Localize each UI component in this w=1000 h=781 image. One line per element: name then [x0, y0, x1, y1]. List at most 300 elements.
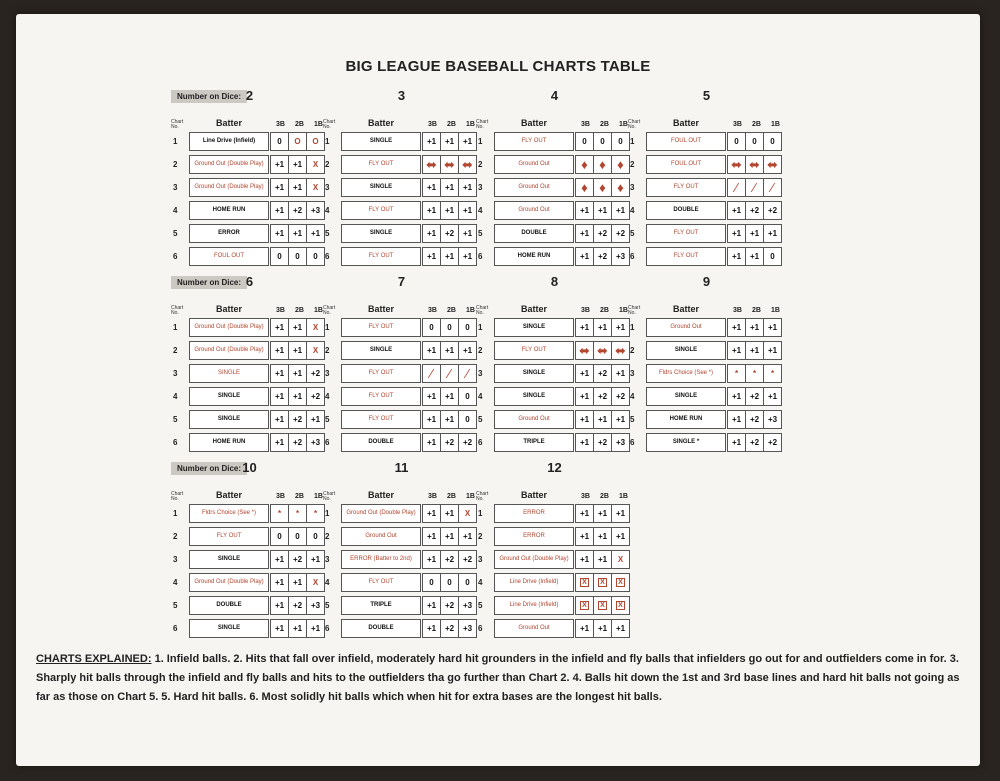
table-row	[628, 176, 785, 199]
chart-number: 1	[630, 137, 635, 146]
runner-cell: +2	[745, 201, 764, 220]
runner-cell: O	[306, 132, 325, 151]
table-row	[476, 130, 633, 153]
chart-number: 6	[630, 252, 635, 261]
runner-cell: +1	[422, 433, 441, 452]
runner-cell: +1	[288, 364, 307, 383]
second-base-header: 2B	[447, 493, 456, 500]
runner-cell: ⁄	[440, 364, 459, 383]
runner-cell: +1	[422, 178, 441, 197]
runner-cell: +2	[611, 224, 630, 243]
runner-cell: +1	[593, 619, 612, 638]
runner-cell: +1	[575, 201, 594, 220]
chart-number: 6	[478, 438, 483, 447]
batter-result: ERROR	[494, 527, 574, 546]
runner-cell: +1	[763, 341, 782, 360]
chart-number: 1	[478, 509, 483, 518]
runner-cell: +1	[575, 550, 594, 569]
runner-cell: +1	[422, 247, 441, 266]
runner-cell: +2	[611, 387, 630, 406]
runner-cell: +2	[288, 201, 307, 220]
second-base-header: 2B	[447, 121, 456, 128]
runner-cell: +3	[763, 410, 782, 429]
runner-cell: +1	[611, 318, 630, 337]
first-base-header: 1B	[466, 307, 475, 314]
chart-number: 5	[630, 229, 635, 238]
batter-result: DOUBLE	[189, 596, 269, 615]
runner-cell: X	[306, 155, 325, 174]
runner-cell: +1	[288, 573, 307, 592]
chart-block-dice-10	[171, 460, 328, 640]
batter-result: FLY OUT	[189, 527, 269, 546]
runner-cell: ♦	[575, 178, 594, 197]
chart-number: 5	[325, 601, 330, 610]
chart-number: 5	[478, 229, 483, 238]
runner-cell: +1	[458, 132, 477, 151]
runner-cell: X	[306, 178, 325, 197]
runner-cell: +1	[745, 247, 764, 266]
batter-result: DOUBLE	[341, 433, 421, 452]
chart-number: 6	[325, 624, 330, 633]
runner-cell: 0	[458, 573, 477, 592]
chart-number: 5	[478, 415, 483, 424]
runner-cell: +1	[422, 550, 441, 569]
batter-result: SINGLE	[494, 364, 574, 383]
runner-cell: ⁄	[422, 364, 441, 383]
dice-number: 3	[397, 88, 406, 103]
batter-result: FLY OUT	[341, 364, 421, 383]
column-headers	[323, 108, 480, 130]
third-base-header: 3B	[581, 307, 590, 314]
runner-cell: +1	[575, 504, 594, 523]
runner-cell: +1	[593, 504, 612, 523]
runner-cell: 0	[270, 132, 289, 151]
runner-cell: ♦	[593, 178, 612, 197]
table-row	[476, 222, 633, 245]
batter-result: FLY OUT	[341, 387, 421, 406]
dice-header	[476, 460, 633, 480]
runner-cell: 0	[458, 410, 477, 429]
table-row	[476, 245, 633, 268]
chart-number: 1	[173, 137, 178, 146]
boxed-x-icon: X	[618, 602, 623, 609]
runner-cell: *	[745, 364, 764, 383]
table-row	[628, 316, 785, 339]
runner-cell: +3	[611, 247, 630, 266]
runner-cell: +1	[270, 364, 289, 383]
column-headers	[323, 294, 480, 316]
runner-cell: +1	[270, 387, 289, 406]
batter-header: Batter	[520, 118, 547, 128]
column-headers	[171, 294, 328, 316]
runner-cell: +1	[575, 387, 594, 406]
column-headers	[476, 108, 633, 130]
first-base-header: 1B	[619, 493, 628, 500]
dice-number: 4	[550, 88, 559, 103]
runner-cell: *	[306, 504, 325, 523]
runner-cell: +2	[763, 201, 782, 220]
batter-result: Ground Out (Double Play)	[189, 573, 269, 592]
dice-label: Number on Dice:	[171, 276, 247, 289]
table-row	[476, 617, 633, 640]
dice-number: 9	[702, 274, 711, 289]
dice-header	[628, 274, 785, 294]
runner-cell: +2	[745, 387, 764, 406]
batter-result: SINGLE	[341, 224, 421, 243]
batter-result: ERROR (Batter to 2nd)	[341, 550, 421, 569]
runner-cell: X	[306, 341, 325, 360]
runner-cell: +1	[288, 178, 307, 197]
third-base-header: 3B	[428, 307, 437, 314]
chart-number: 5	[173, 229, 178, 238]
chart-number: 6	[173, 624, 178, 633]
batter-result: FLY OUT	[646, 224, 726, 243]
third-base-header: 3B	[428, 493, 437, 500]
runner-cell: +1	[270, 318, 289, 337]
runner-cell: X	[306, 318, 325, 337]
runner-cell: ⁄	[458, 364, 477, 383]
batter-result: Ground Out	[494, 619, 574, 638]
runner-cell: +1	[727, 387, 746, 406]
runner-cell: +3	[611, 433, 630, 452]
batter-result: Ground Out (Double Play)	[189, 178, 269, 197]
chart-number: 6	[630, 438, 635, 447]
runner-cell: +1	[288, 224, 307, 243]
runner-cell: ⬌	[763, 155, 782, 174]
runner-cell: +1	[440, 178, 459, 197]
chart-number: 1	[325, 137, 330, 146]
chart-number: 2	[325, 346, 330, 355]
runner-cell: +1	[422, 201, 441, 220]
runner-cell: +1	[440, 132, 459, 151]
table-row	[476, 525, 633, 548]
column-headers	[476, 480, 633, 502]
table-row	[323, 502, 480, 525]
runner-cell: +2	[593, 433, 612, 452]
charts-explained	[36, 650, 971, 707]
chart-number: 2	[630, 346, 635, 355]
table-row	[323, 594, 480, 617]
boxed-x-icon: X	[582, 602, 587, 609]
batter-result: TRIPLE	[341, 596, 421, 615]
chart-number: 3	[173, 369, 178, 378]
chart-no-header: Chart No.	[171, 305, 184, 316]
chart-number: 6	[173, 438, 178, 447]
batter-result: SINGLE	[494, 387, 574, 406]
batter-result: FLY OUT	[494, 132, 574, 151]
column-headers	[171, 108, 328, 130]
batter-result: SINGLE	[341, 132, 421, 151]
batter-result: FLY OUT	[341, 318, 421, 337]
runner-cell: +1	[727, 318, 746, 337]
chart-block-dice-9	[628, 274, 785, 454]
dice-number: 12	[547, 460, 562, 475]
runner-cell: +2	[306, 387, 325, 406]
table-row	[171, 153, 328, 176]
runner-cell: +1	[575, 410, 594, 429]
batter-result: ERROR	[189, 224, 269, 243]
runner-cell: +1	[270, 550, 289, 569]
runner-cell: +1	[422, 527, 441, 546]
batter-result: Line Drive (Infield)	[189, 132, 269, 151]
runner-cell	[611, 573, 630, 592]
runner-cell: +1	[440, 387, 459, 406]
chart-no-header: Chart No.	[476, 491, 489, 502]
chart-number: 1	[630, 323, 635, 332]
table-row	[323, 176, 480, 199]
batter-header: Batter	[672, 118, 699, 128]
batter-result: FLY OUT	[341, 410, 421, 429]
runner-cell: +1	[727, 410, 746, 429]
table-row	[323, 571, 480, 594]
chart-number: 6	[173, 252, 178, 261]
table-row	[628, 130, 785, 153]
dice-header	[323, 460, 480, 480]
table-row	[171, 594, 328, 617]
runner-cell: +1	[270, 596, 289, 615]
runner-cell	[611, 596, 630, 615]
runner-cell: +2	[306, 364, 325, 383]
runner-cell: +1	[593, 527, 612, 546]
runner-cell: 0	[422, 573, 441, 592]
chart-block-dice-11	[323, 460, 480, 640]
chart-number: 5	[325, 229, 330, 238]
runner-cell: +1	[270, 201, 289, 220]
chart-number: 4	[325, 578, 330, 587]
dice-header	[171, 88, 328, 108]
third-base-header: 3B	[428, 121, 437, 128]
chart-number: 3	[325, 369, 330, 378]
runner-cell: +1	[745, 224, 764, 243]
third-base-header: 3B	[733, 121, 742, 128]
table-row	[476, 199, 633, 222]
batter-result: FLY OUT	[341, 247, 421, 266]
chart-number: 1	[325, 323, 330, 332]
chart-number: 1	[173, 509, 178, 518]
runner-cell: +1	[270, 224, 289, 243]
runner-cell: 0	[288, 527, 307, 546]
batter-result: Ground Out	[341, 527, 421, 546]
batter-result: HOME RUN	[189, 433, 269, 452]
runner-cell: +1	[270, 155, 289, 174]
chart-block-dice-6	[171, 274, 328, 454]
runner-cell: +1	[611, 201, 630, 220]
dice-header	[323, 88, 480, 108]
batter-result: Ground Out	[494, 155, 574, 174]
batter-result: SINGLE *	[646, 433, 726, 452]
chart-number: 2	[478, 160, 483, 169]
table-row	[171, 130, 328, 153]
runner-cell: ⬌	[611, 341, 630, 360]
chart-no-header: Chart No.	[476, 119, 489, 130]
runner-cell: +1	[575, 224, 594, 243]
boxed-x-icon: X	[582, 579, 587, 586]
runner-cell: +2	[458, 550, 477, 569]
runner-cell: +1	[575, 527, 594, 546]
runner-cell: +1	[270, 178, 289, 197]
runner-cell: +1	[422, 410, 441, 429]
table-row	[476, 339, 633, 362]
dice-label: Number on Dice:	[171, 462, 247, 475]
dice-header	[171, 460, 328, 480]
batter-header: Batter	[520, 490, 547, 500]
runner-cell: X	[306, 573, 325, 592]
runner-cell: 0	[727, 132, 746, 151]
runner-cell: +1	[763, 387, 782, 406]
table-row	[323, 339, 480, 362]
chart-number: 2	[630, 160, 635, 169]
table-row	[628, 362, 785, 385]
table-row	[171, 385, 328, 408]
runner-cell: ♦	[593, 155, 612, 174]
table-row	[323, 617, 480, 640]
runner-cell: +1	[727, 341, 746, 360]
runner-cell: +1	[611, 410, 630, 429]
chart-no-header: Chart No.	[476, 305, 489, 316]
chart-number: 2	[478, 532, 483, 541]
table-row	[171, 525, 328, 548]
runner-cell: +2	[593, 387, 612, 406]
batter-result: SINGLE	[494, 318, 574, 337]
table-row	[171, 176, 328, 199]
table-row	[476, 571, 633, 594]
runner-cell: ⁄	[745, 178, 764, 197]
batter-result: DOUBLE	[494, 224, 574, 243]
runner-cell: X	[458, 504, 477, 523]
batter-header: Batter	[215, 118, 242, 128]
chart-number: 3	[478, 555, 483, 564]
chart-block-dice-5	[628, 88, 785, 268]
table-row	[171, 571, 328, 594]
table-row	[171, 339, 328, 362]
batter-header: Batter	[672, 304, 699, 314]
batter-result: FLY OUT	[494, 341, 574, 360]
table-row	[323, 525, 480, 548]
chart-number: 3	[325, 555, 330, 564]
chart-number: 4	[630, 206, 635, 215]
runner-cell: 0	[458, 387, 477, 406]
runner-cell: +2	[745, 410, 764, 429]
batter-result: Ground Out (Double Play)	[494, 550, 574, 569]
runner-cell: +1	[593, 410, 612, 429]
dice-number: 2	[245, 88, 254, 103]
runner-cell: *	[270, 504, 289, 523]
batter-result: FLY OUT	[341, 573, 421, 592]
table-row	[171, 199, 328, 222]
runner-cell: +1	[611, 527, 630, 546]
runner-cell: 0	[458, 318, 477, 337]
runner-cell: +1	[288, 155, 307, 174]
runner-cell: +3	[306, 201, 325, 220]
batter-result: Ground Out	[494, 410, 574, 429]
runner-cell: ♦	[611, 155, 630, 174]
chart-number: 5	[325, 415, 330, 424]
runner-cell: +1	[422, 596, 441, 615]
runner-cell: +1	[727, 433, 746, 452]
column-headers	[628, 108, 785, 130]
batter-result: FLY OUT	[341, 201, 421, 220]
runner-cell: +1	[306, 224, 325, 243]
batter-result: TRIPLE	[494, 433, 574, 452]
runner-cell: +1	[575, 619, 594, 638]
runner-cell: +2	[288, 550, 307, 569]
runner-cell: 0	[306, 527, 325, 546]
runner-cell: +1	[763, 224, 782, 243]
column-headers	[476, 294, 633, 316]
chart-number: 4	[478, 392, 483, 401]
chart-number: 3	[478, 369, 483, 378]
table-row	[323, 245, 480, 268]
table-row	[171, 408, 328, 431]
batter-result: Fldrs Choice (See *)	[189, 504, 269, 523]
runner-cell: 0	[440, 573, 459, 592]
runner-cell: +1	[575, 364, 594, 383]
dice-header	[628, 88, 785, 108]
runner-cell: +1	[306, 410, 325, 429]
third-base-header: 3B	[581, 121, 590, 128]
runner-cell: +2	[745, 433, 764, 452]
table-row	[476, 316, 633, 339]
dice-label: Number on Dice:	[171, 90, 247, 103]
runner-cell: 0	[763, 132, 782, 151]
runner-cell: +1	[422, 387, 441, 406]
batter-result: HOME RUN	[189, 201, 269, 220]
batter-result: SINGLE	[341, 178, 421, 197]
table-row	[171, 222, 328, 245]
table-row	[323, 316, 480, 339]
dice-number: 5	[702, 88, 711, 103]
runner-cell: +1	[458, 224, 477, 243]
batter-header: Batter	[367, 304, 394, 314]
runner-cell: +2	[440, 596, 459, 615]
runner-cell: +1	[270, 341, 289, 360]
batter-header: Batter	[367, 490, 394, 500]
batter-result: SINGLE	[646, 341, 726, 360]
batter-result: Ground Out	[494, 178, 574, 197]
chart-number: 4	[325, 206, 330, 215]
runner-cell: ♦	[611, 178, 630, 197]
runner-cell: +1	[270, 433, 289, 452]
runner-cell: +2	[763, 433, 782, 452]
first-base-header: 1B	[466, 493, 475, 500]
runner-cell: +1	[288, 341, 307, 360]
runner-cell: +2	[458, 433, 477, 452]
table-row	[323, 385, 480, 408]
batter-result: FLY OUT	[646, 247, 726, 266]
batter-result: Ground Out (Double Play)	[341, 504, 421, 523]
runner-cell: +1	[593, 201, 612, 220]
chart-no-header: Chart No.	[628, 119, 641, 130]
chart-number: 5	[173, 601, 178, 610]
runner-cell: +2	[593, 247, 612, 266]
table-row	[323, 153, 480, 176]
chart-number: 4	[630, 392, 635, 401]
first-base-header: 1B	[771, 121, 780, 128]
table-row	[476, 176, 633, 199]
second-base-header: 2B	[752, 121, 761, 128]
runner-cell: *	[288, 504, 307, 523]
batter-result: FLY OUT	[341, 155, 421, 174]
chart-no-header: Chart No.	[628, 305, 641, 316]
chart-number: 3	[325, 183, 330, 192]
dice-number: 11	[394, 460, 409, 475]
chart-number: 2	[325, 160, 330, 169]
third-base-header: 3B	[581, 493, 590, 500]
runner-cell: +2	[440, 433, 459, 452]
runner-cell: *	[763, 364, 782, 383]
second-base-header: 2B	[600, 493, 609, 500]
runner-cell: +3	[306, 433, 325, 452]
